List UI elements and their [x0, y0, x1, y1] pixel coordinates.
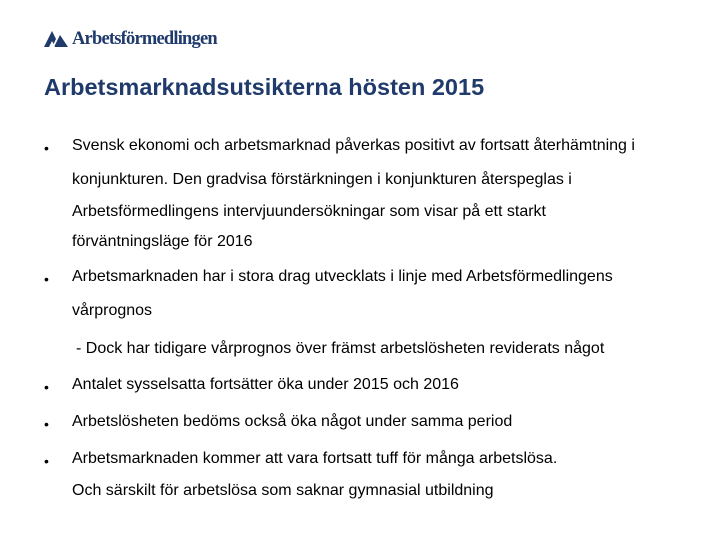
logo-text: Arbetsförmedlingen	[72, 28, 217, 49]
sub-note: - Dock har tidigare vårprognos över främst arbetslösheten reviderats något	[76, 340, 605, 357]
slide-title: Arbetsmarknadsutsikterna hösten 2015	[44, 74, 485, 100]
bullet-marker: •	[44, 453, 49, 469]
bullet-2-line-1: Arbetsmarknaden har i stora drag utvecklats i linje med Arbetsförmedlingens	[72, 268, 613, 285]
bullet-1-line-3: Arbetsförmedlingens intervjuundersökningar som visar på ett starkt	[72, 203, 546, 220]
bullet-3-line-1: Antalet sysselsatta fortsätter öka under 2015 och 2016	[72, 376, 459, 393]
bullet-marker: •	[44, 271, 49, 287]
bullet-4-line-1: Arbetslösheten bedöms också öka något under samma period	[72, 413, 513, 430]
bullet-marker: •	[44, 140, 49, 156]
bullet-2-line-2: vårprognos	[72, 302, 153, 319]
bullet-1-line-1: Svensk ekonomi och arbetsmarknad påverkas positivt av fortsatt återhämtning i	[72, 137, 635, 154]
bullet-5-line-1: Arbetsmarknaden kommer att vara fortsatt tuff för många arbetslösa.	[72, 450, 558, 467]
bullet-1-line-2: konjunkturen. Den gradvisa förstärkningen i konjunkturen återspeglas i	[72, 171, 572, 188]
bullet-marker: •	[44, 379, 49, 395]
bullet-1-line-4: förväntningsläge för 2016	[72, 233, 253, 250]
bullet-marker: •	[44, 416, 49, 432]
bullet-5-line-2: Och särskilt för arbetslösa som saknar gymnasial utbildning	[72, 482, 494, 499]
